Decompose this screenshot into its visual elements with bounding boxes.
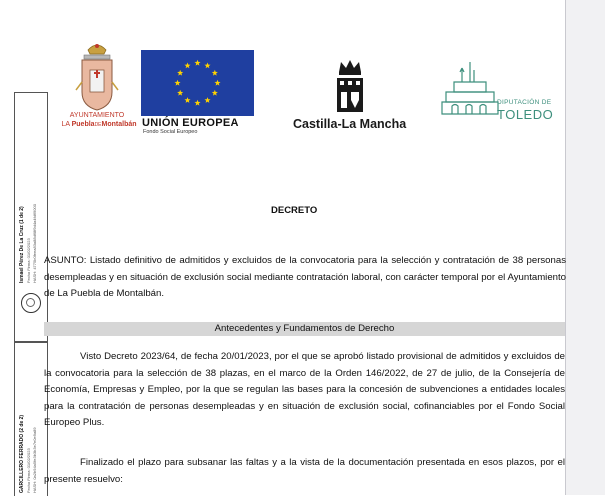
signer-1-hash: HASH: 4775b0feea83a88d68f9d4a4fd69000 <box>32 204 37 283</box>
section-heading-band <box>44 322 565 336</box>
eu-star-icon <box>194 60 200 66</box>
signer-1-date: Fecha Firma: 01/02/2023 <box>26 238 31 283</box>
paragraph-finalizado: Finalizado el plazo para subsanar las faltas y a la vista de la documentación presentada en esos plazos, por el presente resuelvo: <box>44 457 565 485</box>
eu-subtitle: Fondo Social Europeo <box>143 129 198 135</box>
eu-star-icon <box>204 62 210 68</box>
ayuntamiento-town: LA PueblaDEMontalbán <box>61 121 137 128</box>
eu-title: UNIÓN EUROPEA <box>142 117 239 129</box>
ayuntamiento-logo <box>61 40 137 130</box>
eu-star-icon <box>177 90 183 96</box>
clm-name: Castilla-La Mancha <box>293 117 407 131</box>
signer-1-name: Ismael Pérez De La Cruz (1 de 2) <box>19 206 25 283</box>
signature-strip-1 <box>14 92 48 342</box>
diputacion-logo <box>440 62 500 124</box>
signer-2-date: Fecha Firma: 01/02/2023 <box>26 448 31 493</box>
coat-of-arms-icon <box>62 40 132 114</box>
signature-seal-icon <box>21 293 41 313</box>
eu-star-icon <box>177 70 183 76</box>
document-title: DECRETO <box>271 205 318 216</box>
diputacion-top: DIPUTACIÓN DE <box>497 99 552 106</box>
clm-crown-castle-icon <box>333 58 367 114</box>
eu-star-icon <box>214 80 220 86</box>
eu-star-icon <box>174 80 180 86</box>
eu-star-icon <box>184 97 190 103</box>
signer-2-name: GARCILLERO FERRADO (2 de 2) <box>19 414 25 493</box>
eu-star-icon <box>212 70 218 76</box>
eu-star-icon <box>204 97 210 103</box>
section-heading: Antecedentes y Fundamentos de Derecho <box>214 323 395 334</box>
eu-flag-icon <box>141 50 254 116</box>
eu-star-icon <box>184 62 190 68</box>
signer-2-hash: HASH: 0a2b94a5fe3b3b3e7e0e9a89 <box>32 427 37 493</box>
diputacion-main: TOLEDO <box>497 107 554 122</box>
right-side-panel <box>565 0 605 495</box>
signature-strip-2 <box>14 342 48 496</box>
toledo-building-icon <box>440 62 500 124</box>
asunto-paragraph: ASUNTO: Listado definitivo de admitidos y excluidos de la convocatoria para la selección y contratación de 38 personas desempleadas y en situación de exclusión social mediante contratación laboral, con carácter temporal por el Ayuntamiento de La Puebla de Montalbán. <box>44 255 566 299</box>
clm-logo <box>333 58 367 114</box>
paragraph-visto: Visto Decreto 2023/64, de fecha 20/01/2023, por el que se aprobó listado provisional de admitidos y excluidos de la convocatoria para la selección de 38 plazas, en el marco de la Orden 146/2022, de 27 de julio, de la Consejería de Economía, Empresas y Empleo, por la que se regulan las bases para la concesión de subvenciones a entidades locales para la contratación de personas desempleadas y en situación de exclusión social, cofinanciables por el Fondo Social Europeo Plus. <box>44 351 565 428</box>
ayuntamiento-label: AYUNTAMIENTO <box>69 112 125 119</box>
eu-star-icon <box>212 90 218 96</box>
eu-star-icon <box>194 100 200 106</box>
